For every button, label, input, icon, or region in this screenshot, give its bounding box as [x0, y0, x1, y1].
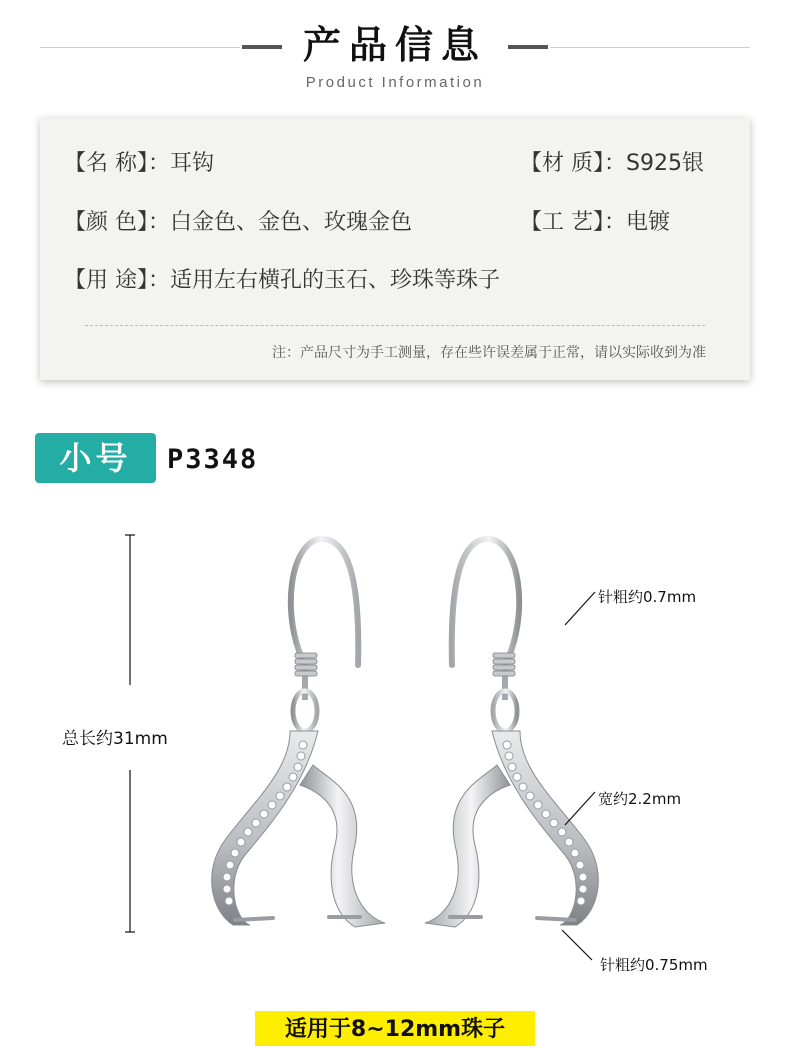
- info-name-row: [64, 146, 214, 177]
- info-name-label: 【名 称】：: [64, 151, 170, 176]
- info-divider: [85, 325, 705, 326]
- left-earring: [212, 539, 385, 927]
- width-label: 宽约2.2mm: [598, 790, 682, 808]
- info-color-label: 【颜 色】：: [64, 210, 170, 235]
- page-subtitle: Product Information: [305, 74, 485, 91]
- info-craft-row: [520, 205, 670, 236]
- info-color-value: 白金色、金色、玫瑰金色: [170, 210, 413, 235]
- info-craft-label: 【工 艺】：: [520, 210, 626, 235]
- total-length-label: 总长约31mm: [62, 729, 168, 749]
- info-material-value: S925银: [626, 151, 704, 176]
- info-name-value: 耳钩: [170, 151, 215, 176]
- bead-size-banner: 适用于8~12mm珠子: [255, 1011, 535, 1046]
- product-code: P3348: [167, 444, 259, 475]
- info-note: 注：产品尺寸为手工测量，存在些许误差属于正常，请以实际收到为准: [272, 345, 706, 361]
- info-usage-value: 适用左右横孔的玉石、珍珠等珠子: [170, 268, 501, 293]
- product-info-panel: [40, 118, 750, 380]
- pin-bottom-label: 针粗约0.75mm: [600, 956, 708, 974]
- info-craft-value: 电镀: [626, 210, 671, 235]
- leader-lines: [540, 580, 610, 970]
- info-usage-row: [64, 263, 500, 294]
- info-usage-label: 【用 途】：: [64, 268, 170, 293]
- info-color-row: [64, 205, 412, 236]
- page-title: 产品信息: [302, 23, 487, 67]
- info-material-label: 【材 质】：: [520, 151, 626, 176]
- size-badge: 小号: [35, 433, 156, 483]
- info-material-row: [520, 146, 704, 177]
- pin-top-label: 针粗约0.7mm: [598, 588, 697, 606]
